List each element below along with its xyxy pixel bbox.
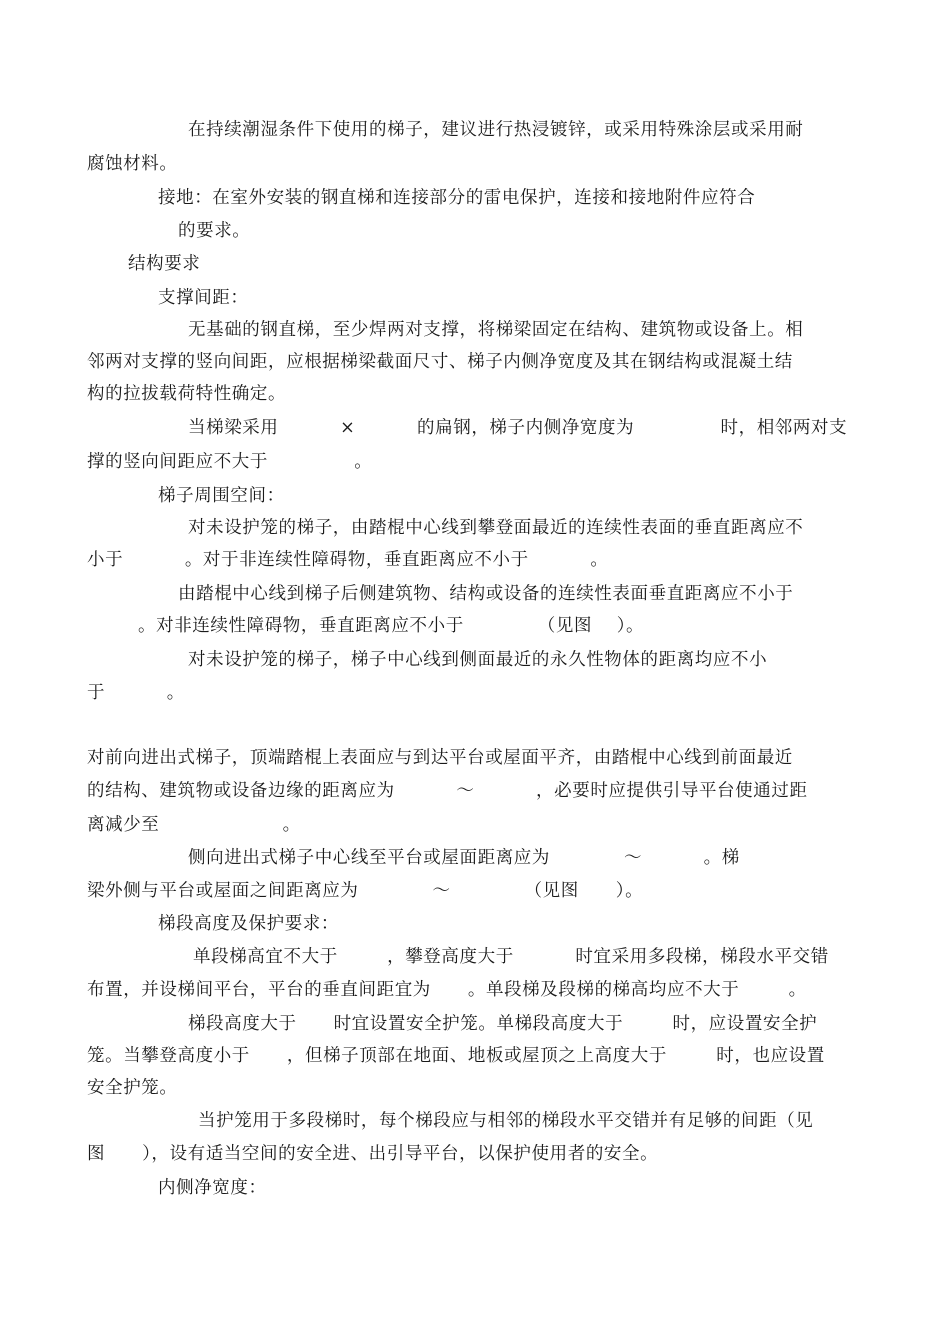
text-line: 安全护笼。 [87,1078,178,1098]
text-line: 邻两对支撑的竖向间距，应根据梯梁截面尺寸、梯子内侧净宽度及其在钢结构或混凝土结 [87,352,793,372]
subsection-heading: 支撑间距： [158,288,249,308]
text-line: 单段梯高宜不大于 ，攀登高度大于 时宜采用多段梯，梯段水平交错 [193,947,829,967]
text-line: 。对非连续性障碍物，垂直距离应不小于 （见图 ）。 [138,616,645,636]
text-line: 当梯梁采用 × 的扁钢，梯子内侧净宽度为 时，相邻两对支 [188,418,848,438]
text-line: 梁外侧与平台或屋面之间距离应为 ～ （见图 ）。 [87,881,644,901]
subsection-heading: 梯子周围空间： [158,486,285,506]
text-line: 离减少至 。 [87,815,301,835]
text-line: 撑的竖向间距应不大于 。 [87,452,373,472]
text-line: 当护笼用于多段梯时，每个梯段应与相邻的梯段水平交错并有足够的间距（见 [198,1111,814,1131]
section-heading: 结构要求 [128,254,201,274]
text-line: 笼。当攀登高度小于 ，但梯子顶部在地面、地板或屋顶之上高度大于 时，也应设置 [87,1046,825,1066]
text-line: 接地：在室外安装的钢直梯和连接部分的雷电保护，连接和接地附件应符合 [158,188,756,208]
text-line: 图 ），设有适当空间的安全进、出引导平台，以保护使用者的安全。 [87,1144,659,1164]
text-line: 侧向进出式梯子中心线至平台或屋面距离应为 ～ 。梯 [188,848,740,868]
text-line: 无基础的钢直梯，至少焊两对支撑，将梯梁固定在结构、建筑物或设备上。相 [188,320,804,340]
text-line: 构的拉拔载荷特性确定。 [87,384,287,404]
text-line: 对前向进出式梯子，顶端踏棍上表面应与到达平台或屋面平齐，由踏棍中心线到前面最近 [87,748,793,768]
text-line: 的要求。 [178,221,251,241]
text-line: 小于 。对于非连续性障碍物，垂直距离应不小于 。 [87,550,609,570]
text-line: 腐蚀材料。 [87,154,178,174]
text-line: 对未设护笼的梯子，由踏棍中心线到攀登面最近的连续性表面的垂直距离应不 [188,518,804,538]
text-line: 对未设护笼的梯子，梯子中心线到侧面最近的永久性物体的距离均应不小 [188,650,768,670]
text-line: 的结构、建筑物或设备边缘的距离应为 ～ ，必要时应提供引导平台使通过距 [87,781,808,801]
text-line: 于 。 [87,683,185,703]
text-line: 由踏棍中心线到梯子后侧建筑物、结构或设备的连续性表面垂直距离应不小于 [178,584,794,604]
subsection-heading: 梯段高度及保护要求： [158,914,339,934]
subsection-heading: 内侧净宽度： [158,1178,267,1198]
text-line: 梯段高度大于 时宜设置安全护笼。单梯段高度大于 时，应设置安全护 [188,1014,818,1034]
text-line: 布置，并设梯间平台，平台的垂直间距宜为 。单段梯及段梯的梯高均应不大于 。 [87,980,807,1000]
text-line: 在持续潮湿条件下使用的梯子，建议进行热浸镀锌，或采用特殊涂层或采用耐 [188,120,804,140]
